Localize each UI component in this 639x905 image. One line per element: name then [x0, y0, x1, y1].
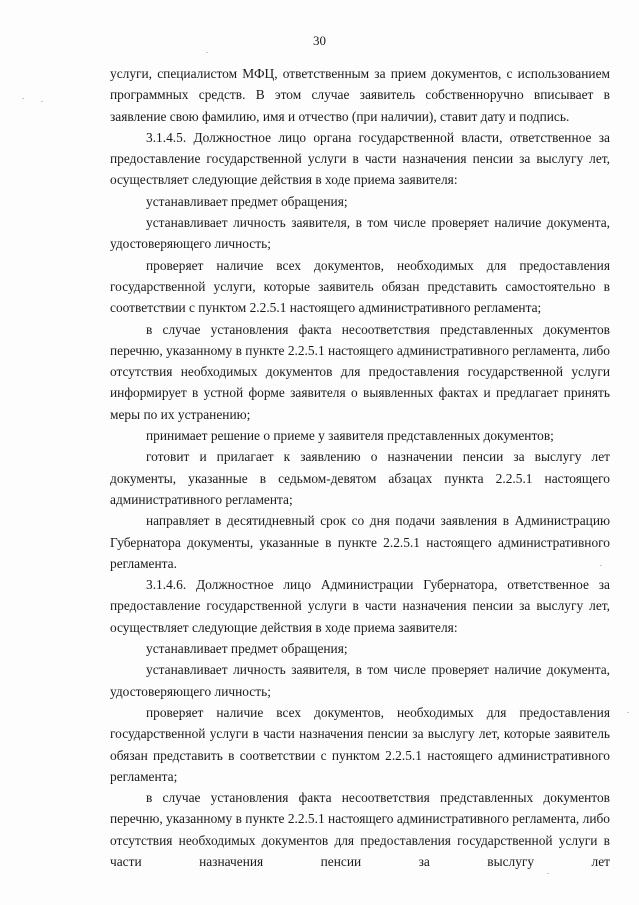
document-body: [110, 63, 610, 872]
paragraph: в случае установления факта несоответствия представленных документов перечню, указанному в пункте 2.2.5.1 настоящего административного регламента, либо отсутствия необходимых документов для предоставления государственной услуги информирует в устной форме заявителя о выявленных фактах и предлагает принять меры по их устранению;: [110, 321, 610, 422]
paragraph: устанавливает личность заявителя, в том числе проверяет наличие документа, удостоверяющего личность;: [110, 215, 610, 252]
paragraph: устанавливает личность заявителя, в том числе проверяет наличие документа, удостоверяющего личность;: [110, 662, 610, 699]
scan-speck: [206, 52, 208, 53]
paragraph: проверяет наличие всех документов, необходимых для предоставления государственной услуги, которые заявитель обязан представить самостоятельно в соответствии с пунктом 2.2.5.1 настоящего административного регламента;: [110, 257, 610, 316]
scan-speck: [600, 565, 602, 566]
paragraph: в случае установления факта несоответствия представленных документов перечню, указанному в пункте 2.2.5.1 настоящего административного регламента, либо отсутствия необходимых документов для предоставления государственной услуги в части назначения пенсии за выслугу лет: [110, 790, 610, 869]
paragraph: направляет в десятидневный срок со дня подачи заявления в Администрацию Губернатора документы, указанные в пункте 2.2.5.1 настоящего административного регламента.: [110, 513, 610, 571]
paragraph: принимает решение о приеме у заявителя представленных документов;: [146, 428, 554, 444]
scan-speck: [41, 101, 43, 102]
paragraph: проверяет наличие всех документов, необходимых для предоставления государственной услуги в части назначения пенсии за выслугу лет, которые заявитель обязан представить в соответствии с пунктом 2.2.5.1 настоящего административного регламента;: [110, 704, 610, 784]
paragraph: устанавливает предмет обращения;: [146, 193, 348, 209]
paragraph: устанавливает предмет обращения;: [146, 641, 348, 657]
paragraph: готовит и прилагает к заявлению о назначении пенсии за выслугу лет документы, указанные в седьмом-девятом абзацах пункта 2.2.5.1 настоящего административного регламента;: [110, 449, 610, 507]
paragraph: 3.1.4.5. Должностное лицо органа государственной власти, ответственное за предоставление государственной услуги в части назначения пенсии за выслугу лет, осуществляет следующие действия в ходе приема заявителя:: [110, 129, 610, 188]
scan-speck: [547, 873, 549, 874]
scan-speck: [22, 98, 24, 99]
paragraph: 3.1.4.6. Должностное лицо Администрации Губернатора, ответственное за предоставление государственной услуги в части назначения пенсии за выслугу лет, осуществляет следующие действия в ходе приема заявителя:: [110, 577, 610, 635]
scan-speck: [627, 712, 629, 713]
page-number: 30: [313, 33, 326, 48]
paragraph: услуги, специалистом МФЦ, ответственным за прием документов, с использованием программных средств. В этом случае заявитель собственноручно вписывает в заявление свою фамилию, имя и отчество (при наличии), ставит дату и подпись.: [110, 66, 610, 124]
